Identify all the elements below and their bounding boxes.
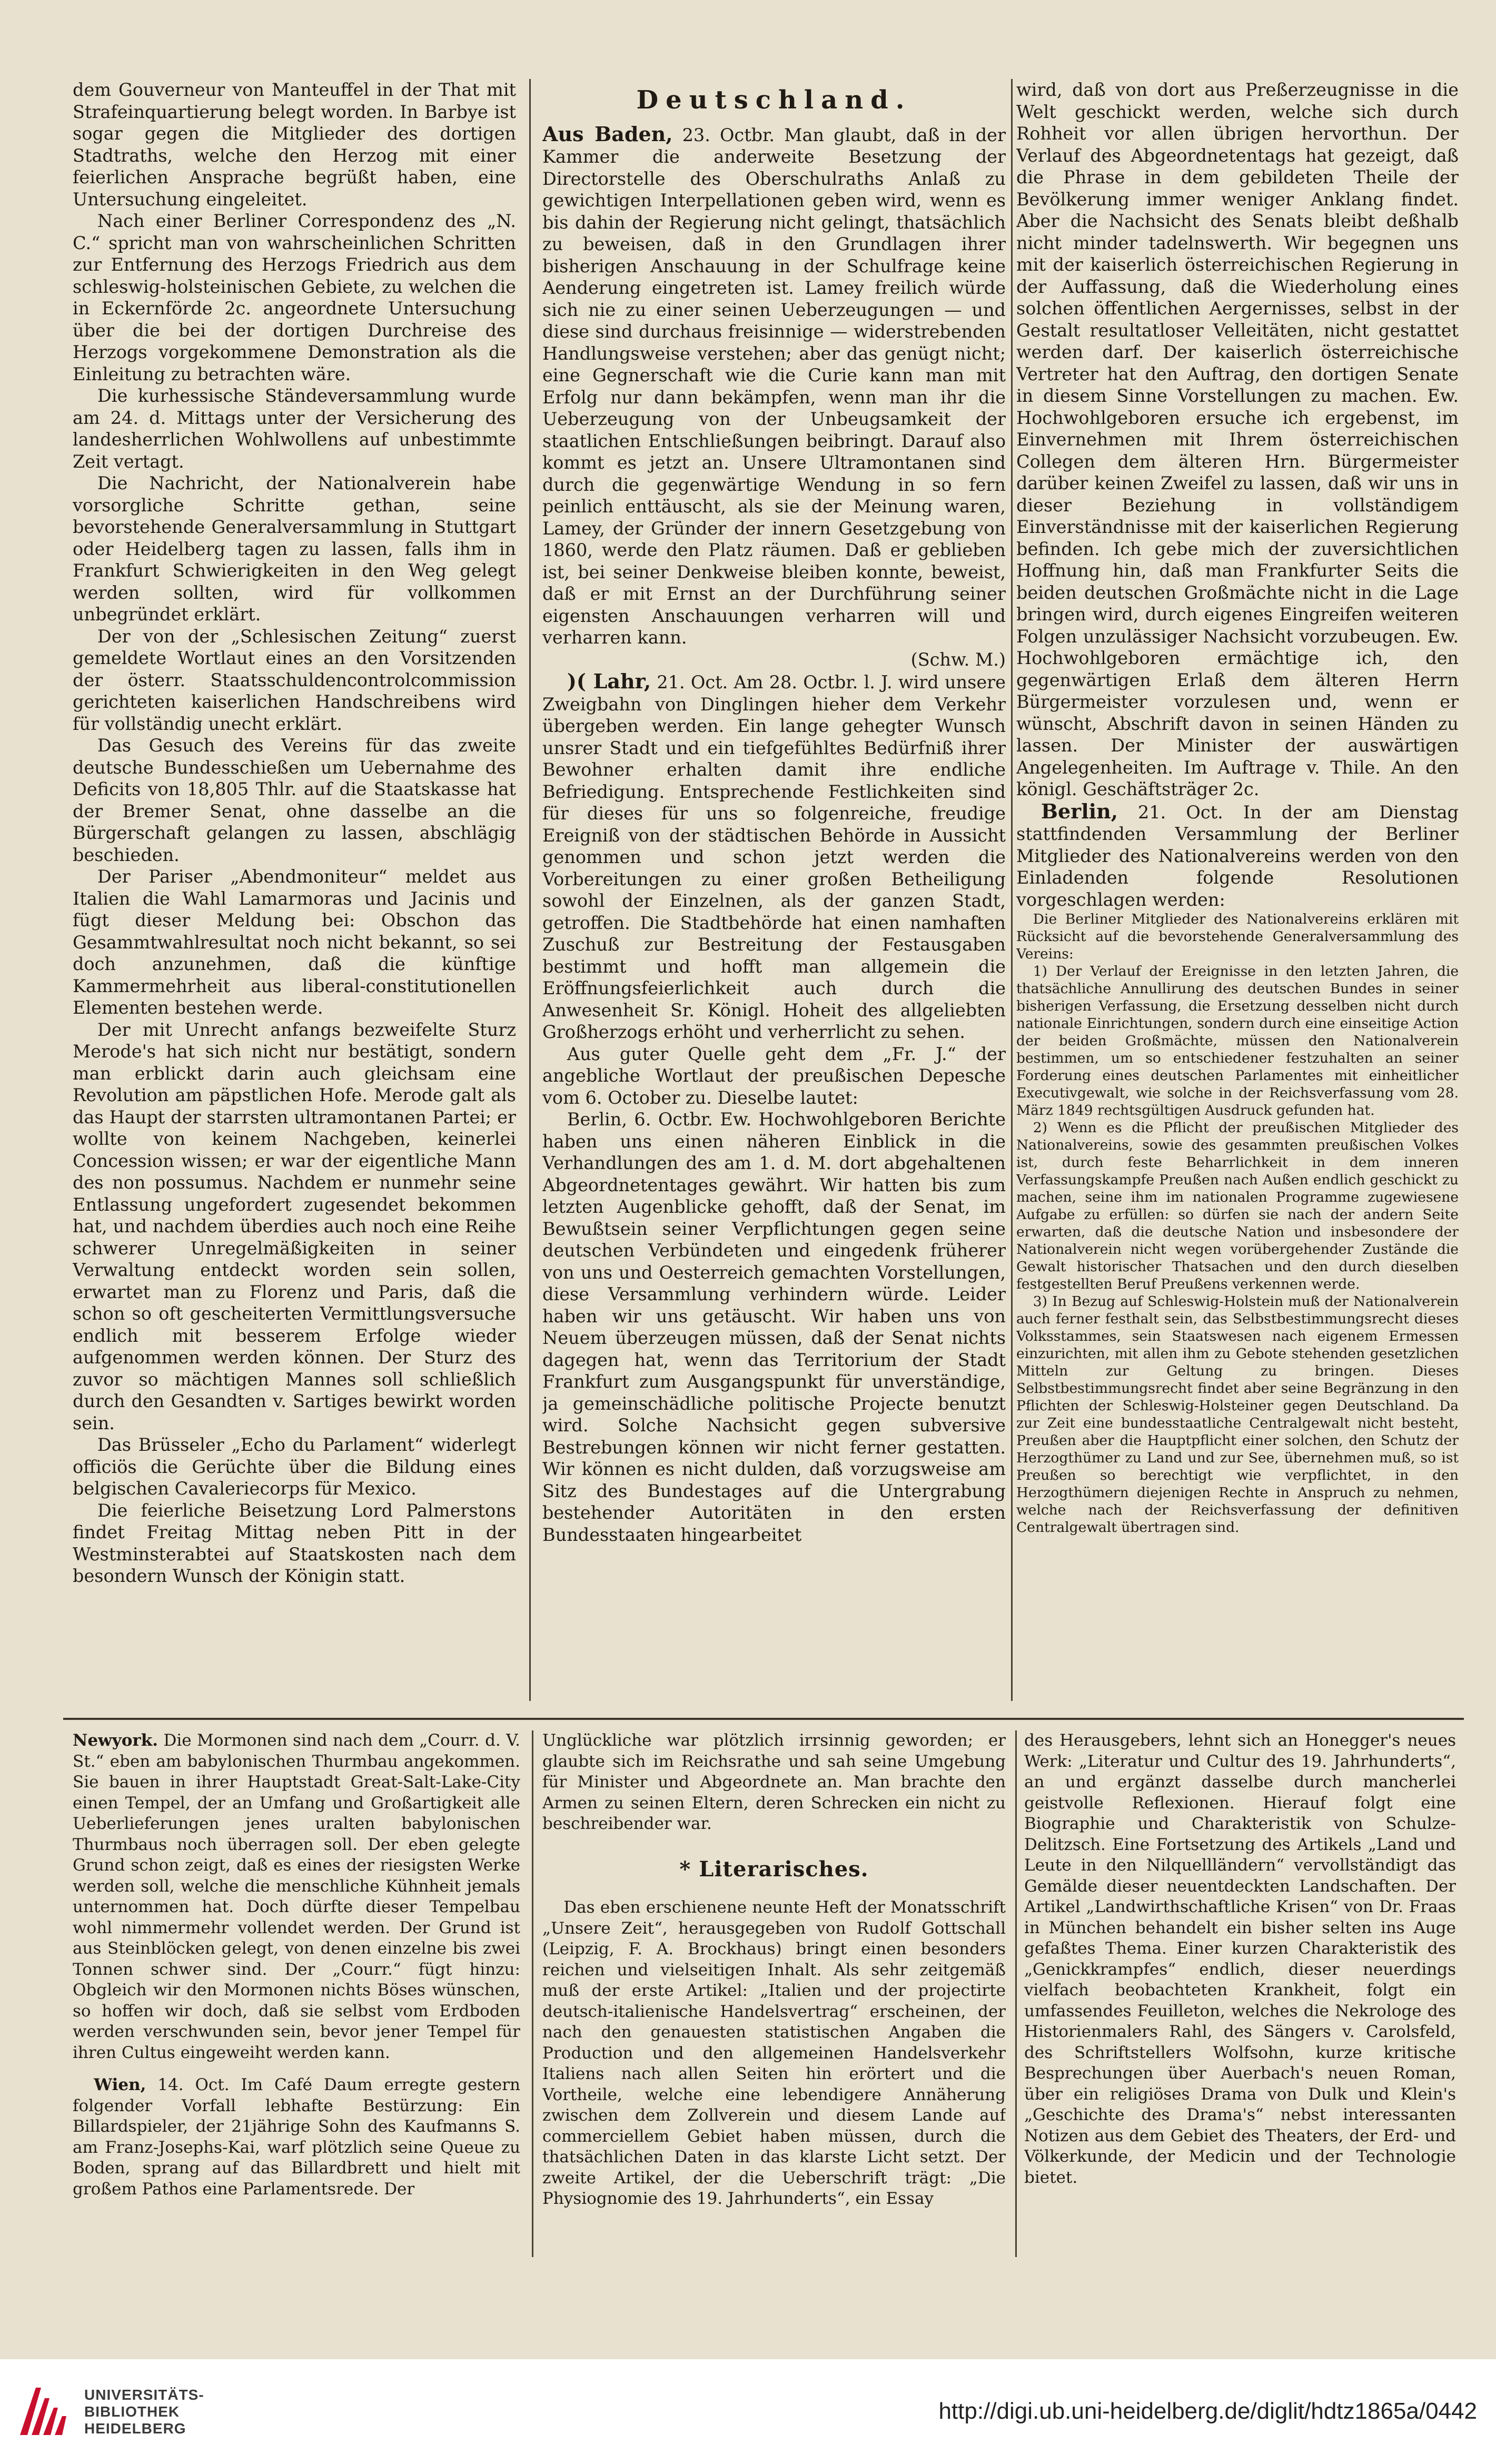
article-paragraph: wird, daß von dort aus Preßerzeugnisse in die Welt geschickt werden, welche sich durch Rohheit vor allen übrigen hervorthun. Der Verlauf des Abgeordnetentags hat gezeigt, daß die Phrase in dem gebildeten Theile der Bevölkerung immer weniger Anklang findet. Aber die Nachsicht des Senats bleibt deßhalb nicht minder tadelnswerth. Wir begegnen uns mit der kaiserlich österreichischen Regierung in der Auffassung, daß die Wiederholung eines solchen öffentlichen Aergernisses, selbst in der Gestalt resultatloser Velleitäten, nicht gestattet werden darf. Der kaiserlich österreichische Vertreter hat den Auftrag, den dortigen Senate in diesem Sinne Vorstellungen zu machen. Ew. Hochwohlgeboren ersuche ich ergebenst, im Einvernehmen mit Ihrem österreichischen Collegen dem älteren Hrn. Bürgermeister darüber keinen Zweifel zu lassen, daß wir uns in dieser Beziehung in vollständigem Einverständnisse mit der kaiserlichen Regierung befinden. Ich gebe mich der zuversichtlichen Hoffnung hin, daß man Frankfurter Seits die beiden deutschen Großmächte nicht in die Lage bringen wird, durch eigenes Eingreifen weiteren Folgen unzulässiger Nachsicht vorzubeugen. Ew. Hochwohlgeboren ermächtige ich, den gegenwärtigen Erlaß dem älteren Herrn Bürgermeister vorzulesen und, wenn er wünscht, Abschrift davon in seinen Händen zu lassen. Der Minister der auswärtigen Angelegenheiten. Im Auftrage v. Thile. An den königl. Geschäftsträger 2c. xyxy=(1016,80,1459,799)
bottom-column-2 xyxy=(542,1730,1006,2257)
dateline-place: Aus Baden, xyxy=(542,122,673,146)
article-text: 21. Oct. Am 28. Octbr. l. J. wird unsere Zweigbahn von Dinglingen hieher dem Verkehr übergeben werden. Ein lange gehegter Wunsch unsrer Stadt und ein tiefgefühltes Bedürfniß ihrer Bewohner erhalten damit ihre endliche Befriedigung. Entsprechende Festlichkeiten sind für dieses für uns so folgenreiche, freudige Ereigniß von der städtischen Behörde in Aussicht genommen und schon jetzt werden die Vorbereitungen zu einer großen Betheiligung sowohl der Einzelnen, als der ganzen Stadt, getroffen. Die Stadtbehörde hat einen namhaften Zuschuß zur Bestreitung der Festausgaben bestimmt und hofft man allgemein die Eröffnungsfeierlichkeit auch durch die Anwesenheit Sr. Königl. Hoheit des allgeliebten Großherzogs erhöht und verherrlicht zu sehen. xyxy=(542,672,1006,1042)
column-1 xyxy=(73,79,516,1701)
article-paragraph: des Herausgebers, lehnt sich an Honegger's neues Werk: „Literatur und Cultur des 19. Jahrhunderts“, an und ergänzt dasselbe durch mancherlei geistvolle Reflexionen. Hierauf folgt eine Biographie und Charakteristik von Schulze-Delitzsch. Eine Fortsetzung des Artikels „Land und Leute in den Nilquellländern“ vervollständigt das Gemälde dieser neuentdeckten Landschaften. Der Artikel „Landwirthschaftliche Krisen“ von Dr. Fraas in München behandelt ein bisher selten ins Auge gefaßtes Thema. Einer kurzen Charakteristik des „Genickkrampfes“ endlich, dieser neuerdings vielfach beobachteten Krankheit, folgt ein umfassendes Feuilleton, welches die Nekrologe des Historienmalers Rahl, des Sängers v. Carolsfeld, des Schriftstellers Wolfsohn, kurze kritische Besprechungen über Auerbach's neuen Roman, über ein religiöses Drama von Dulk und Klein's „Geschichte des Drama's“ nebst interessanten Notizen aus dem Gebiet des Theaters, der Erd- und Völkerkunde, der Medicin und der Technologie bietet. xyxy=(1024,1731,1456,2187)
column-3 xyxy=(1016,79,1459,1701)
article-lahr xyxy=(542,670,1006,1043)
article-paragraph: dem Gouverneur von Manteuffel in der That mit Strafeinquartierung belegt worden. In Barbye ist sogar gegen die Mitglieder des dortigen Stadtraths, welche den Herzog mit einer feierlichen Ansprache begrüßt haben, eine Untersuchung eingeleitet. xyxy=(73,80,516,210)
heidelberg-library-logo-icon xyxy=(16,2382,74,2440)
resolution-intro: Die Berliner Mitglieder des Nationalvereins erklären mit Rücksicht auf die bevorstehende Generalversammlung des Vereins: xyxy=(1016,911,1459,962)
article-baden xyxy=(542,123,1006,649)
article-paragraph: Der mit Unrecht anfangs bezweifelte Sturz Merode's hat sich nicht nur bestätigt, sondern man erblickt darin auch gleichsam eine Revolution am päpstlichen Hofe. Merode galt als das Haupt der starrsten ultramontanen Partei; er wollte von keinem Nachgeben, keinerlei Concession wissen; er war der eigentliche Mann des non possumus. Nachdem er nunmehr seine Entlassung ungefordert zugesendet bekommen hat, und nachdem überdies auch noch eine Reihe schwerer Unregelmäßigkeiten in seiner Verwaltung entdeckt worden sein sollen, erwartet man zu Florenz und Paris, daß die schon so oft gescheiterten Vermittlungsversuche endlich mit besserem Erfolge wieder aufgenommen werden können. Der Sturz des zuvor so mächtigen Mannes soll schließlich durch den Gesandten v. Sartiges bewirkt worden sein. xyxy=(73,1019,516,1433)
resolutions-block xyxy=(1016,911,1459,1536)
dateline-place: Berlin, xyxy=(1041,799,1118,823)
bottom-column-1 xyxy=(73,1730,520,2257)
resolution-item: 2) Wenn es die Pflicht der preußischen Mitglieder des Nationalvereins, sowie des gesammten preußischen Volkes ist, durch feste Beharrlichkeit in dem inneren Verfassungskampfe Preußen nach Außen endlich geschickt zu machen, seine ihm im nationalen Programme zugewiesene Aufgabe zu erfüllen: so dürfen sie nach der andern Seite erwarten, daß die deutsche Nation und insbesondere der Nationalverein nicht wegen vorübergehender Zustände die Gewalt historischer Thatsachen und den durch dieselben festgestellten Beruf Preußens verkennen werde. xyxy=(1016,1120,1459,1292)
article-paragraph: Der Pariser „Abendmoniteur“ meldet aus Italien die Wahl Lamarmoras und Jacinis und fügt dieser Meldung bei: Obschon das Gesammtwahlresultat noch nicht bekannt, so sei doch anzunehmen, daß die künftige Kammermehrheit aus liberal-constitutionellen Elementen bestehen werde. xyxy=(73,866,516,1018)
column-divider xyxy=(532,1730,533,2257)
dateline-place: Newyork. xyxy=(73,1731,158,1750)
column-divider xyxy=(1015,1730,1017,2257)
resolution-item: 3) In Bezug auf Schleswig-Holstein muß der Nationalverein auch ferner festhalt sein, das Selbstbestimmungsrecht dieses Volksstammes, sein Staatswesen nach eigenem Ermessen einzurichten, mit allen ihm zu Gebote stehenden gesetzlichen Mitteln zur Geltung zu bringen. Dieses Selbstbestimmungsrecht findet aber seine Begränzung in den Pflichten der Schleswig-Holsteiner gegen Deutschland. Da zur Zeit eine bundesstaatliche Centralgewalt nicht besteht, Preußen aber die Hauptpflicht einer solchen, den Schutz der Herzogthümer zu Land und zur See, übernehmen muß, so ist Preußen so berechtigt wie verpflichtet, in den Herzogthümern diejenigen Rechte in Anspruch zu nehmen, welche nach der Reichsverfassung der definitiven Centralgewalt übertragen sind. xyxy=(1016,1293,1459,1536)
article-paragraph: Die kurhessische Ständeversammlung wurde am 24. d. Mittags unter der Versicherung des landesherrlichen Wohlwollens auf unbestimmte Zeit vertagt. xyxy=(73,385,516,472)
article-berlin xyxy=(1016,800,1459,911)
article-paragraph: Die Nachricht, der Nationalverein habe vorsorgliche Schritte gethan, seine bevorstehende Generalversammlung in Stuttgart oder Heidelberg tagen zu lassen, falls ihm in Frankfurt Schwierigkeiten in den Weg gelegt werden sollten, wird für vollkommen unbegründet erklärt. xyxy=(73,473,516,625)
article-paragraph: Aus guter Quelle geht dem „Fr. J.“ der angebliche Wortlaut der preußischen Depesche vom 6. October zu. Dieselbe lautet: xyxy=(542,1043,1006,1108)
dateline-place: Wien, xyxy=(94,2075,146,2094)
library-name: UNIVERSITÄTS- BIBLIOTHEK HEIDELBERG xyxy=(84,2387,204,2437)
article-text: 21. Oct. In der am Dienstag stattfindenden Versammlung der Berliner Mitglieder des Nationalvereins werden von den Einladenden folgende Resolutionen vorgeschlagen werden: xyxy=(1016,801,1459,910)
section-heading: Deutschland. xyxy=(636,85,912,115)
article-paragraph: Das Gesuch des Vereins für das zweite deutsche Bundesschießen um Uebernahme des Deficits von 18,805 Thlr. auf die Staatskasse hat der Bremer Senat, ohne dasselbe an die Bürgerschaft gelangen zu lassen, abschlägig beschieden. xyxy=(73,735,516,865)
permalink[interactable]: http://digi.ub.uni-heidelberg.de/diglit/hdtz1865a/0442 xyxy=(938,2398,1477,2424)
article-paragraph: Unglückliche war plötzlich irrsinnig geworden; er glaubte sich im Reichsrathe und sah seine Umgebung für Minister und Abgeordnete an. Man brachte den Armen zu seinen Eltern, deren Schrecken ein nicht zu beschreibender war. xyxy=(542,1731,1006,1833)
column-divider xyxy=(1011,79,1013,1701)
section-heading: * Literarisches. xyxy=(679,1856,869,1882)
article-paragraph: Berlin, 6. Octbr. Ew. Hochwohlgeboren Berichte haben uns einen näheren Einblick in die Verhandlungen des am 1. d. M. dort abgehaltenen Abgeordnetentages gewährt. Wir hatten bis zum letzten Augenblicke gehofft, daß der Senat, im Bewußtsein seiner Verpflichtungen gegen seine deutschen Verbündeten und eingedenk früherer von uns und Oesterreich gemachten Vorstellungen, diese Versammlung verhindern würde. Leider haben wir uns getäuscht. Wir haben uns von Neuem überzeugen müssen, daß der Senat nichts dagegen hat, wenn das Territorium der Stadt Frankfurt zum Ausgangspunkt für unverständige, ja gemeinschädliche politische Projecte benutzt wird. Solche Nachsicht gegen subversive Bestrebungen können wir nicht ferner gestatten. Wir können es nicht dulden, daß vorzugsweise am Sitz des Bundestages auf die Untergrabung bestehender Autoritäten in den ersten Bundesstaaten hingearbeitet xyxy=(542,1109,1006,1545)
feuilleton-divider xyxy=(63,1718,1464,1720)
article-text: 14. Oct. Im Café Daum erregte gestern folgender Vorfall lebhafte Bestürzung: Ein Billardspieler, der 21jährige Sohn des Kaufmanns S. am Franz-Josephs-Kai, warf plötzlich seine Queue zu Boden, sprang auf das Billardbrett und hielt mit großem Pathos eine Parlamentsrede. Der xyxy=(73,2075,520,2199)
article-paragraph: Nach einer Berliner Correspondenz des „N. C.“ spricht man von wahrscheinlichen Schritten zur Entfernung des Herzogs Friedrich aus dem schleswig-holsteinischen Gebiete, zu welchen die in Eckernförde 2c. angeordnete Untersuchung über die bei der dortigen Durchreise des Herzogs vorgekommene Demonstration als die Einleitung zu betrachten wäre. xyxy=(73,211,516,384)
article-paragraph: Das eben erschienene neunte Heft der Monatsschrift „Unsere Zeit“, herausgegeben von Rudolf Gottschall (Leipzig, F. A. Brockhaus) bringt einen besonders reichen und vielseitigen Inhalt. Als sehr zeitgemäß muß der erste Artikel: „Italien und der projectirte deutsch-italienische Handelsvertrag“ erscheinen, der nach den genauesten statistischen Angaben die Production und den allgemeinen Handelsverkehr Italiens nach allen Seiten hin erörtert und die Vortheile, welche eine lebendigere Annäherung zwischen dem Zollverein und diesem Lande auf commerciellem Gebiet haben müssen, durch die thatsächlichen Daten in das klarste Licht setzt. Der zweite Artikel, der die Ueberschrift trägt: „Die Physiognomie des 19. Jahrhunderts“, ein Essay xyxy=(542,1898,1006,2208)
article-newyork xyxy=(73,1730,520,2063)
viewer-footer xyxy=(0,2359,1496,2464)
bottom-column-3 xyxy=(1024,1730,1456,2257)
dateline-place: )( Lahr, xyxy=(567,669,651,693)
article-text: Die Mormonen sind nach dem „Courr. d. V. St.“ eben am babylonischen Thurmbau angekommen. Sie bauen in ihrer Hauptstadt Great-Salt-Lake-City einen Tempel, der an Umfang und Großartigkeit alle Ueberlieferungen jenes uralten babylonischen Thurmbaus noch überragen soll. Der eben gelegte Grund schon zeigt, daß es eines der riesigsten Werke werden soll, welche die menschliche Kühnheit jemals unternommen hat. Doch dürfte dieser Tempelbau wohl nimmermehr vollendet werden. Der Grund ist aus Steinblöcken gelegt, von denen einzelne bis zwei Tonnen schwer sind. Der „Courr.“ fügt hinzu: Obgleich wir den Mormonen nichts Böses wünschen, so hoffen wir doch, daß sie selbst vom Erdboden werden verschwunden sein, bevor jener Tempel für ihren Cultus eingeweiht werden kann. xyxy=(73,1731,520,2062)
column-2 xyxy=(542,79,1006,1701)
resolution-item: 1) Der Verlauf der Ereignisse in den letzten Jahren, die thatsächliche Annullirung des deutschen Bundes in seiner bisherigen Verfassung, die Ersetzung desselben nicht durch nationale Einrichtungen, sondern durch eine einseitige Action der beiden Großmächte, müssen den Nationalverein bestimmen, um so entschiedener festzuhalten an seiner Forderung eines deutschen Parlamentes mit einheitlicher Executivgewalt, wie solche in der Reichsverfassung vom 28. März 1849 rechtsgültigen Ausdruck gefunden hat. xyxy=(1016,963,1459,1119)
source-signature: (Schw. M.) xyxy=(910,649,1006,670)
article-wien xyxy=(73,2075,520,2200)
article-paragraph: Der von der „Schlesischen Zeitung“ zuerst gemeldete Wortlaut eines an den Vorsitzenden der österr. Staatsschuldencontrolcommission gerichteten kaiserlichen Handschreibens wird für vollständig unecht erklärt. xyxy=(73,626,516,734)
article-text: 23. Octbr. Man glaubt, daß in der Kammer die anderweite Besetzung der Directorstelle des Oberschulraths Anlaß zu gewichtigen Interpellationen geben wird, wenn es bis dahin der Regierung nicht gelingt, thatsächlich zu beweisen, daß in den Grundlagen ihrer bisherigen Anschauung in der Schulfrage keine Aenderung eingetreten ist. Lamey freilich würde sich nie zu einer seinen Ueberzeugungen — und diese sind durchaus freisinnige — widerstrebenden Handlungsweise verstehen; aber das genügt nicht; eine Gegnerschaft wie die Curie kann man mit Erfolg nur dann bekämpfen, wenn man ihr die Ueberzeugung von der Unbeugsamkeit der staatlichen Entschließungen beibringt. Darauf also kommt es jetzt an. Unsere Ultramontanen sind durch die gegenwärtige Wendung in so fern peinlich enttäuscht, als sie der Meinung waren, Lamey, der Gründer der innern Gesetzgebung von 1860, werde den Platz räumen. Daß er geblieben ist, bei seiner Denkweise bleiben konnte, beweist, daß er mit Ernst an der Durchführung seiner eigensten Anschauungen verharren will und verharren kann. xyxy=(542,124,1006,648)
column-divider xyxy=(529,79,531,1701)
article-paragraph: Die feierliche Beisetzung Lord Palmerstons findet Freitag Mittag neben Pitt in der Westminsterabtei auf Staatskosten nach dem besondern Wunsch der Königin statt. xyxy=(73,1500,516,1586)
article-paragraph: Das Brüsseler „Echo du Parlament“ widerlegt officiös die Gerüchte über die Bildung eines belgischen Cavaleriecorps für Mexico. xyxy=(73,1434,516,1499)
